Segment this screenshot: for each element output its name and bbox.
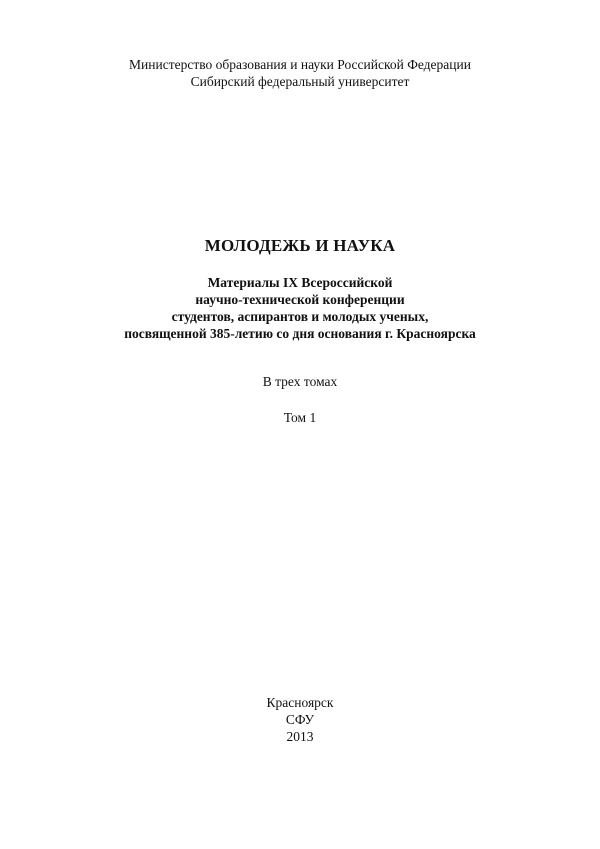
ministry-name: Министерство образования и науки Российской Федерации (129, 57, 471, 72)
document-title: МОЛОДЕЖЬ И НАУКА (204, 236, 396, 255)
subtitle-line: Материалы IX Всероссийской (207, 275, 393, 290)
imprint-publisher: СФУ (285, 712, 315, 727)
university-name: Сибирский федеральный университет (190, 74, 410, 89)
imprint (0, 694, 600, 745)
subtitle-line: студентов, аспирантов и молодых ученых, (171, 309, 429, 324)
imprint-year: 2013 (286, 729, 314, 744)
conference-description (0, 274, 600, 342)
volumes-note: В трех томах (262, 374, 338, 389)
subtitle-line: посвященной 385-летию со дня основания г. Красноярска (124, 326, 476, 341)
issuing-organizations (0, 56, 600, 90)
imprint-city: Красноярск (266, 695, 334, 710)
subtitle-line: научно-технической конференции (195, 292, 405, 307)
volume-label: Том 1 (283, 410, 317, 425)
